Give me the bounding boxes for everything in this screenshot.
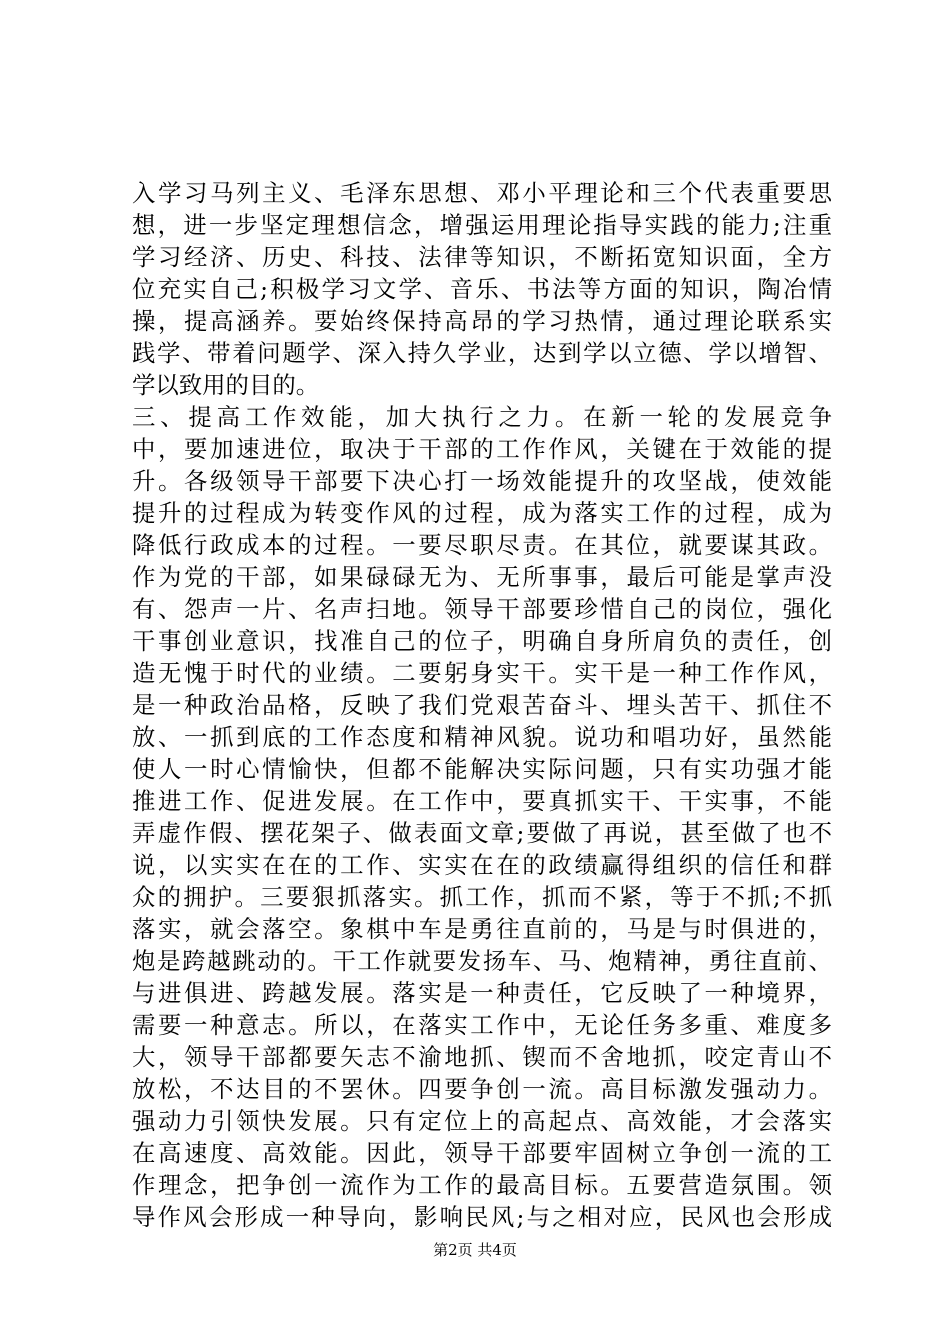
text-line: 是一种政治品格，反映了我们党艰苦奋斗、埋头苦干、抓住不 xyxy=(132,691,832,719)
text-line: 与进俱进、跨越发展。落实是一种责任，它反映了一种境界， xyxy=(132,979,832,1007)
text-line: 大，领导干部都要矢志不渝地抓、锲而不舍地抓，咬定青山不 xyxy=(132,1043,832,1071)
text-line: 推进工作、促进发展。在工作中，要真抓实干、干实事，不能 xyxy=(132,787,832,815)
text-line: 入学习马列主义、毛泽东思想、邓小平理论和三个代表重要思 xyxy=(132,179,832,207)
text-line: 强动力引领快发展。只有定位上的高起点、高效能，才会落实 xyxy=(132,1107,832,1135)
text-line: 操，提高涵养。要始终保持高昂的学习热情，通过理论联系实 xyxy=(132,307,832,335)
text-line: 炮是跨越跳动的。干工作就要发扬车、马、炮精神，勇往直前、 xyxy=(132,947,832,975)
text-line: 干事创业意识，找准自己的位子，明确自身所肩负的责任，创 xyxy=(132,627,832,655)
text-line: 说，以实实在在的工作、实实在在的政绩赢得组织的信任和群 xyxy=(132,851,832,879)
text-line: 中，要加速进位，取决于干部的工作作风，关键在于效能的提 xyxy=(132,435,832,463)
text-line: 弄虚作假、摆花架子、做表面文章;要做了再说，甚至做了也不 xyxy=(132,819,832,847)
text-line: 落实，就会落空。象棋中车是勇往直前的，马是与时俱进的， xyxy=(132,915,832,943)
text-line: 学以致用的目的。 xyxy=(132,371,320,399)
text-line: 作为党的干部，如果碌碌无为、无所事事，最后可能是掌声没 xyxy=(132,563,832,591)
text-line: 在高速度、高效能。因此，领导干部要牢固树立争创一流的工 xyxy=(132,1139,832,1167)
text-line: 需要一种意志。所以，在落实工作中，无论任务多重、难度多 xyxy=(132,1011,832,1039)
text-line: 导作风会形成一种导向，影响民风;与之相对应，民风也会形成 xyxy=(132,1203,832,1231)
text-line: 三、提高工作效能，加大执行之力。在新一轮的发展竞争 xyxy=(132,403,832,431)
text-line: 提升的过程成为转变作风的过程，成为落实工作的过程，成为 xyxy=(132,499,832,527)
text-line: 作理念，把争创一流作为工作的最高目标。五要营造氛围。领 xyxy=(132,1171,832,1199)
text-line: 践学、带着问题学、深入持久学业，达到学以立德、学以增智、 xyxy=(132,339,832,367)
text-line: 众的拥护。三要狠抓落实。抓工作，抓而不紧，等于不抓;不抓 xyxy=(132,883,832,911)
text-line: 位充实自己;积极学习文学、音乐、书法等方面的知识，陶冶情 xyxy=(132,275,832,303)
text-line: 学习经济、历史、科技、法律等知识，不断拓宽知识面，全方 xyxy=(132,243,832,271)
text-line: 降低行政成本的过程。一要尽职尽责。在其位，就要谋其政。 xyxy=(132,531,832,559)
text-line: 使人一时心情愉快，但都不能解决实际问题，只有实功强才能 xyxy=(132,755,832,783)
text-line: 想，进一步坚定理想信念，增强运用理论指导实践的能力;注重 xyxy=(132,211,832,239)
text-line: 放松，不达目的不罢休。四要争创一流。高目标激发强动力。 xyxy=(132,1075,832,1103)
text-line: 有、怨声一片、名声扫地。领导干部要珍惜自己的岗位，强化 xyxy=(132,595,832,623)
page-footer: 第2页 共4页 xyxy=(433,1241,517,1259)
text-line: 放、一抓到底的工作态度和精神风貌。说功和唱功好，虽然能 xyxy=(132,723,832,751)
body-text xyxy=(132,177,832,1233)
text-line: 升。各级领导干部要下决心打一场效能提升的攻坚战，使效能 xyxy=(132,467,832,495)
text-line: 造无愧于时代的业绩。二要躬身实干。实干是一种工作作风， xyxy=(132,659,832,687)
